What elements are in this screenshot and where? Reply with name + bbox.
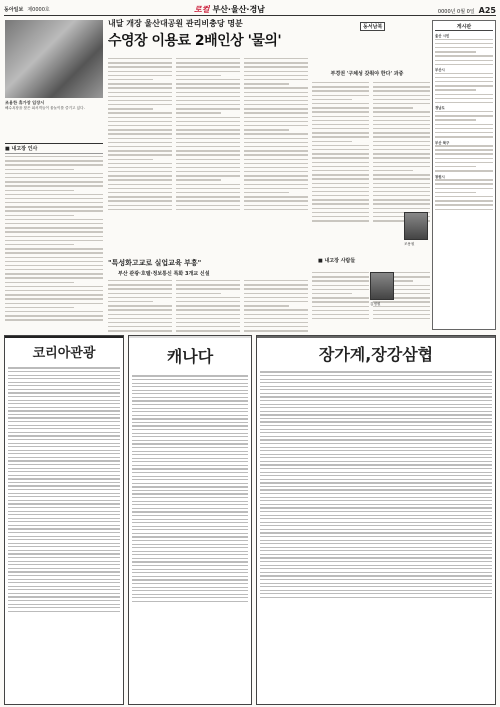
opinion-column-tag: 동서남북	[360, 22, 385, 31]
bulletin-item: 경남도	[435, 106, 493, 137]
bulletin-item: 창원시	[435, 175, 493, 210]
bulletin-item: 부산시	[435, 68, 493, 103]
columnist-name: 조용원	[404, 242, 415, 246]
masthead	[4, 4, 496, 16]
article-body	[108, 58, 308, 208]
people-text	[5, 156, 103, 321]
sub-article-headline: "특성화고교로 실업교육 부흥"	[108, 259, 202, 267]
article-headline: 수영장 이용료 2배인상 '물의'	[108, 33, 282, 49]
page-number: A25	[478, 6, 496, 15]
staff-section-label: ■ 내고장 사람들	[318, 258, 356, 264]
masthead-brand: 로컬 부산·울산·경남	[194, 5, 265, 14]
advertisement-section	[4, 335, 496, 705]
photo-caption: 조용한 휴가장 입장시 해수욕장을 찾은 피서객들이 물놀이를 즐기고 있다.	[5, 100, 85, 110]
staff-photo	[370, 272, 394, 300]
people-section	[5, 143, 103, 329]
bulletin-item: 울산 시민	[435, 34, 493, 65]
article-kicker: 내달 개장 울산대공원 관리비충당 명분	[108, 19, 243, 28]
section-title: ■ 내고장 인사	[5, 143, 103, 154]
travel-ad-2: 캐나다	[128, 335, 252, 705]
bulletin-board	[432, 20, 496, 330]
travel-ad-1: 코리아관광	[4, 335, 124, 705]
masthead-date: 0000년 0월 0일 A25	[437, 6, 496, 15]
bulletin-item: 부산 북구	[435, 141, 493, 172]
staff-name: 김정원	[370, 302, 381, 306]
sub-article-deck: 부산 관광·호텔·정보통신 특화 3개교 신설	[118, 271, 210, 277]
bulletin-title: 게시판	[435, 23, 493, 31]
columnist-photo	[404, 212, 428, 240]
travel-ad-3: 장가계,장강삼협	[256, 335, 496, 705]
masthead-paper: 동아일보 제0000호	[4, 7, 50, 13]
sub-article-body	[108, 280, 308, 332]
opinion-column-title: 부경권 '구체성 갖춰야 한다' 과중	[330, 71, 404, 77]
beach-photo	[5, 20, 103, 98]
